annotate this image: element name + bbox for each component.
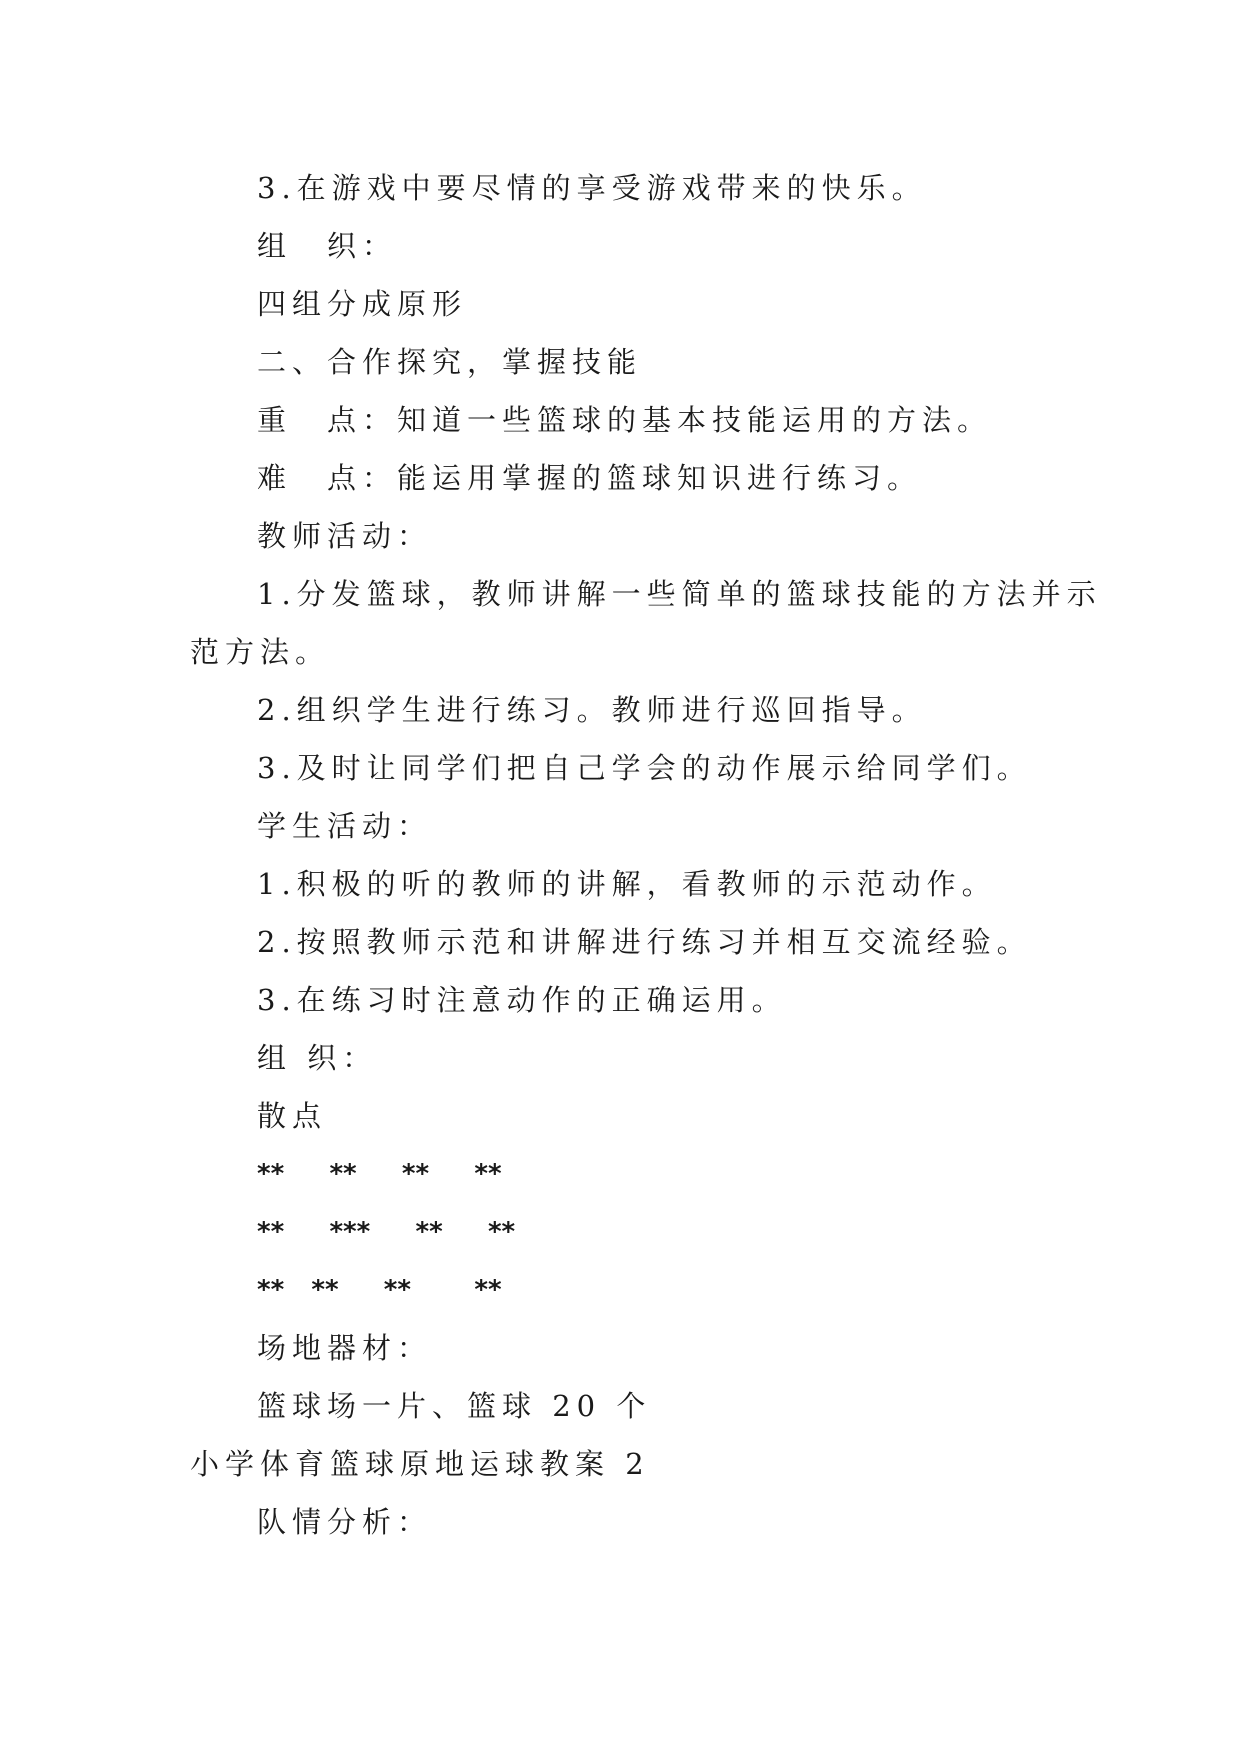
- text-line-organization-label-2: 组 织：: [257, 1041, 378, 1075]
- text-line-team-analysis-label: 队情分析：: [257, 1505, 433, 1539]
- text-line-four-groups: 四组分成原形: [257, 287, 468, 321]
- section-title-lesson-plan-2: 小学体育篮球原地运球教案 2: [190, 1447, 650, 1481]
- text-line-teacher-step-1: 1.分发篮球，教师讲解一些简单的篮球技能的方法并示: [257, 577, 1102, 611]
- text-line-venue-equipment: 篮球场一片、篮球 20 个: [257, 1389, 652, 1423]
- section-heading-cooperative-inquiry: 二、合作探究，掌握技能: [257, 345, 643, 379]
- text-line-student-step-2: 2.按照教师示范和讲解进行练习并相互交流经验。: [257, 925, 1032, 959]
- text-line-student-step-1: 1.积极的听的教师的讲解，看教师的示范动作。: [257, 867, 997, 901]
- text-line-key-point: 重 点：知道一些篮球的基本技能运用的方法。: [257, 403, 993, 437]
- text-line-game-joy: 3.在游戏中要尽情的享受游戏带来的快乐。: [257, 171, 927, 205]
- text-line-teacher-step-3: 3.及时让同学们把自己学会的动作展示给同学们。: [257, 751, 1032, 785]
- formation-row-2: ** *** ** **: [257, 1217, 516, 1247]
- text-line-student-step-3: 3.在练习时注意动作的正确运用。: [257, 983, 787, 1017]
- text-line-difficulty: 难 点：能运用掌握的篮球知识进行练习。: [257, 461, 923, 495]
- text-line-student-activity-label: 学生活动：: [257, 809, 433, 843]
- formation-row-1: ** ** ** **: [257, 1159, 502, 1189]
- text-line-teacher-activity-label: 教师活动：: [257, 519, 433, 553]
- text-line-teacher-step-1-continued: 范方法。: [190, 635, 331, 669]
- formation-row-3: ** ** ** **: [257, 1275, 502, 1305]
- text-line-teacher-step-2: 2.组织学生进行练习。教师进行巡回指导。: [257, 693, 927, 727]
- text-line-scattered: 散点: [257, 1099, 328, 1133]
- text-line-organization-label: 组 织：: [257, 229, 398, 263]
- text-line-venue-equipment-label: 场地器材：: [257, 1331, 433, 1365]
